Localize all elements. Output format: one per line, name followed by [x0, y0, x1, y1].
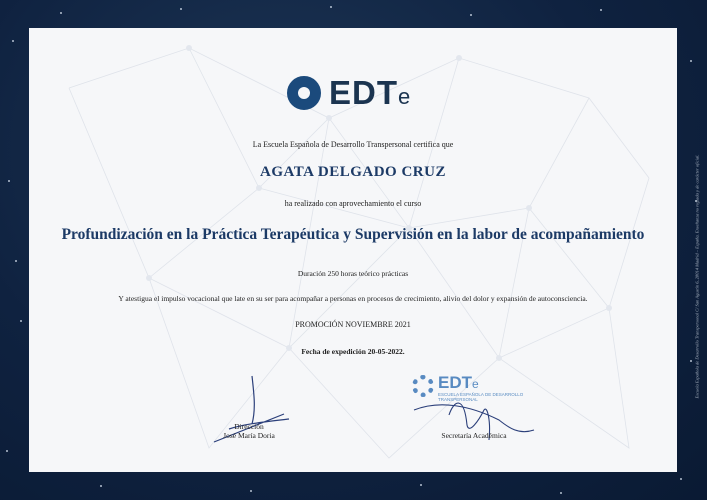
- secretary-signature: [409, 390, 539, 450]
- promotion-text: PROMOCIÓN NOVIEMBRE 2021: [295, 320, 411, 329]
- secretary-role: Secretaría Académica: [441, 431, 507, 440]
- stamp-subtitle: ESCUELA ESPAÑOLA DE DESARROLLO TRANSPERSONAL: [438, 392, 524, 402]
- certificate-card: [29, 28, 700, 472]
- side-legal-note: Escuela Española de Desarrollo Transpersonal C/ San Agustín 6, 28014 Madrid – España. Enseñanza no reglada y de carácter oficial.: [694, 154, 700, 399]
- director-role: Dirección: [234, 422, 264, 431]
- director-name: José María Doria: [223, 431, 275, 440]
- course-title: Profundización en la Práctica Terapéutica y Supervisión en la labor de acompañamiento: [61, 226, 645, 243]
- logo-suffix: e: [398, 84, 411, 109]
- testimony-text: Y atestigua el impulso vocacional que late en su ser para acompañar a personas en procesos de crecimiento, alivio del dolor y expansión de autoconsciencia.: [118, 294, 588, 303]
- completed-text: ha realizado con aprovechamiento el curso: [284, 199, 422, 208]
- director-signature-label: [199, 422, 299, 440]
- recipient-name: AGATA DELGADO CRUZ: [260, 164, 446, 180]
- certificate-intro: La Escuela Española de Desarrollo Transpersonal certifica que: [252, 140, 454, 149]
- edt-logo: [287, 70, 427, 116]
- stamp-suffix: e: [472, 377, 479, 391]
- course-duration: Duración 250 horas teórico prácticas: [297, 269, 409, 278]
- stamp-text: EDT: [438, 373, 472, 392]
- logo-text: EDT: [329, 74, 398, 111]
- issue-date: Fecha de expedición 20-05-2022.: [301, 347, 405, 356]
- logo-ring-icon: [287, 76, 321, 110]
